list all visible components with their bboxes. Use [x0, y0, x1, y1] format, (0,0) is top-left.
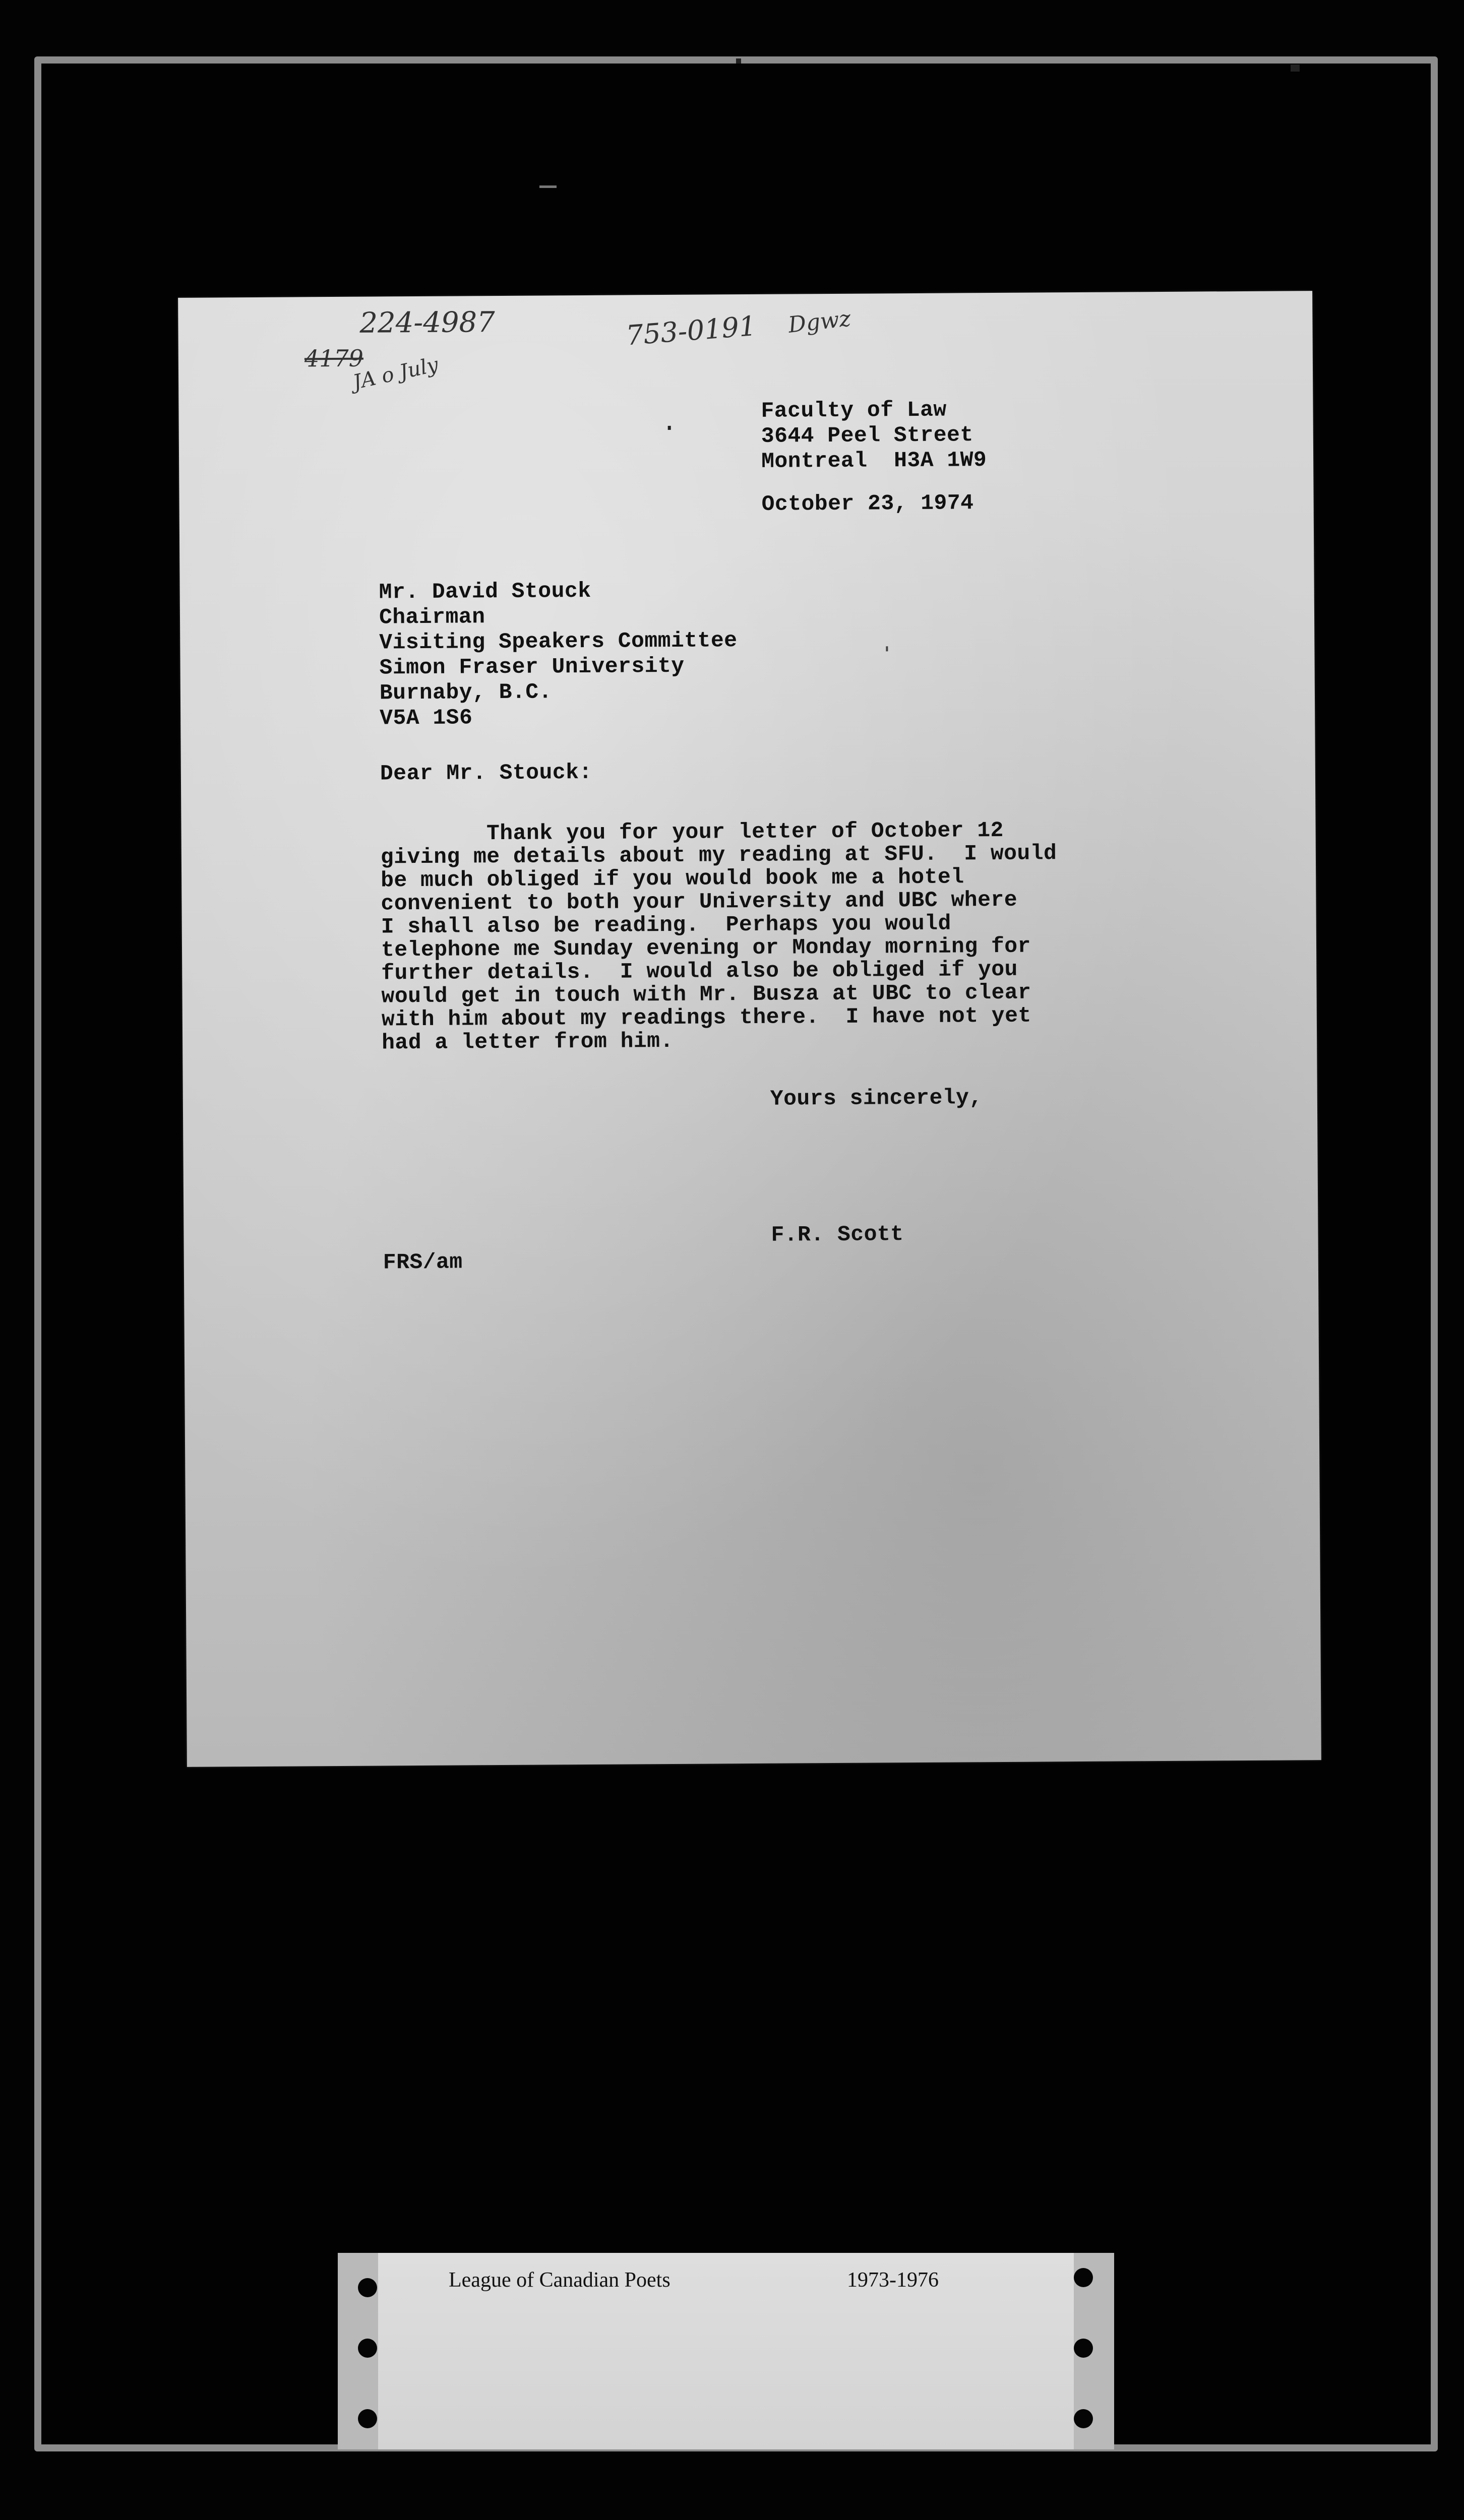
sender-line-2: 3644 Peel Street	[761, 422, 973, 449]
body-line: convenient to both your University and UBC where	[381, 887, 1018, 916]
letter-page	[178, 291, 1321, 1767]
film-speck	[736, 58, 741, 64]
recipient-line: Burnaby, B.C.	[379, 679, 553, 706]
recipient-line: Mr. David Stouck	[379, 578, 591, 605]
punch-hole	[358, 2339, 377, 2358]
body-line: had a letter from him.	[382, 1028, 674, 1055]
handwritten-number: 224-4987	[359, 306, 495, 340]
handwritten-crossed-number: 4179	[304, 344, 364, 372]
body-line: with him about my readings there. I have not yet	[381, 1003, 1031, 1032]
punch-hole	[1074, 2409, 1093, 2428]
punch-hole	[358, 2278, 377, 2297]
body-line: be much obliged if you would book me a hotel	[381, 864, 964, 893]
film-speck	[1291, 65, 1300, 72]
recipient-line: Visiting Speakers Committee	[379, 628, 738, 655]
body-line: telephone me Sunday evening or Monday morning for	[381, 933, 1031, 963]
archive-label-years: 1973-1976	[847, 2269, 939, 2292]
punch-hole	[1074, 2268, 1093, 2287]
letter-date: October 23, 1974	[761, 490, 974, 517]
handwritten-note: JA o July	[351, 353, 441, 395]
closing: Yours sincerely,	[770, 1085, 983, 1111]
recipient-line: Simon Fraser University	[379, 653, 685, 680]
sender-line-1: Faculty of Law	[761, 397, 947, 423]
sender-line-3: Montreal H3A 1W9	[761, 448, 987, 474]
body-line: giving me details about my reading at SFU. I would	[380, 841, 1057, 870]
body-line: would get in touch with Mr. Busza at UBC to clear	[381, 980, 1031, 1009]
body-line: Thank you for your letter of October 12	[380, 817, 1004, 847]
recipient-line: V5A 1S6	[380, 705, 473, 731]
salutation: Dear Mr. Stouck:	[380, 760, 592, 786]
film-speck	[539, 185, 557, 188]
signature-name: F.R. Scott	[771, 1222, 904, 1247]
archive-label-title: League of Canadian Poets	[449, 2269, 670, 2292]
typist-initials: FRS/am	[383, 1249, 463, 1275]
punch-hole	[1074, 2339, 1093, 2358]
paper-mark	[886, 646, 888, 651]
archive-label-card	[338, 2253, 1114, 2449]
punch-hole	[358, 2409, 377, 2428]
body-line: further details. I would also be obliged if you	[381, 957, 1018, 986]
handwritten-note-right: Dgwz	[786, 305, 852, 338]
body-line: I shall also be reading. Perhaps you would	[381, 911, 951, 939]
handwritten-phone: 753-0191	[625, 309, 758, 352]
recipient-line: Chairman	[379, 604, 485, 630]
paper-mark	[668, 426, 671, 430]
